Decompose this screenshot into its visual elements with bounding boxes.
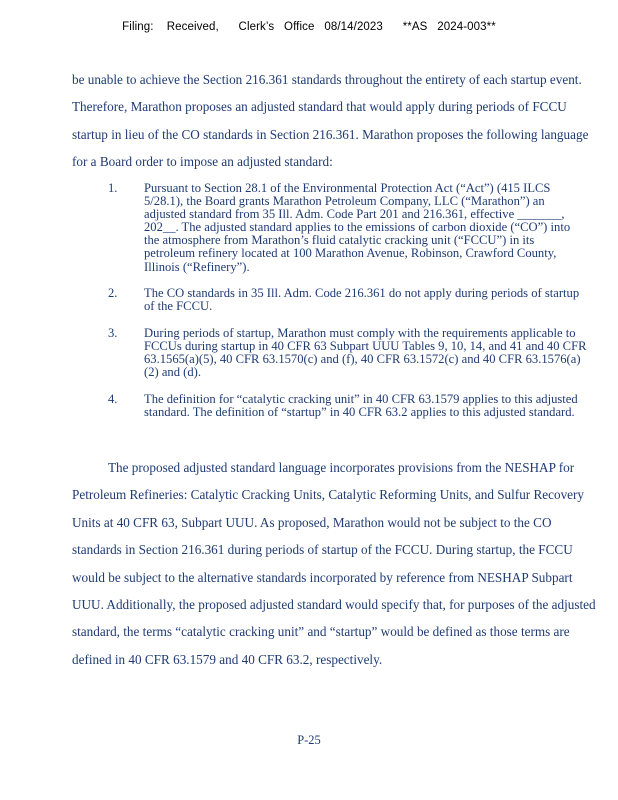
list-item-text: The CO standards in 35 Ill. Adm. Code 216.361 do not apply during periods of startup of the FCCU. [144,286,580,314]
page-number: P-25 [297,733,321,747]
list-item-number: 3. [108,325,118,340]
list-item [108,327,588,379]
list-item [108,287,588,313]
list-item-number: 2. [108,286,118,301]
filing-stamp-header: Filing: Received, Clerk’s Office 08/14/2023 **AS 2024-003** [122,21,496,33]
list-item-text: Pursuant to Section 28.1 of the Environmental Protection Act (“Act”) (415 ILCS 5/28.1), the Board grants Marathon Petroleum Company, LLC (“Marathon”) an adjusted standard from 35 Ill. Adm. Code Part 201 and 216.361, effective _______, 202__. The adjusted standard applies to the emissions of carbon dioxide (“CO”) into the atmosphere from Marathon’s fluid catalytic cracking unit (“FCCU”) in its petroleum refinery located at 100 Marathon Avenue, Robinson, Crawford County, Illinois (“Refinery”). [144,181,571,274]
list-item [108,182,588,274]
intro-paragraph: be unable to achieve the Section 216.361 standards throughout the entirety of each startup event. Therefore, Marathon proposes an adjusted standard that would apply during periods of FCCU startup in lieu of the CO standards in Section 216.361. Marathon proposes the following language for a Board order to impose an adjusted standard: [72,72,589,170]
list-item-number: 1. [108,181,118,195]
conclusion-text: The proposed adjusted standard language incorporates provisions from the NESHAP for Petroleum Refineries: Catalytic Cracking Units, Catalytic Reforming Units, and Sulfur Recovery Units at 40 CFR 63, Subpart UUU. As proposed, Marathon would not be subject to the CO standards in Section 216.361 during periods of startup of the FCCU. During startup, the FCCU would be subject to the alternative standards incorporated by reference from NESHAP Subpart UUU. Additionally, the proposed adjusted standard would specify that, for purposes of the adjusted standard, the terms “catalytic cracking unit” and “startup” would be defined as those terms are defined in 40 CFR 63.1579 and 40 CFR 63.2, respectively. [72,460,596,667]
list-item-number: 4. [108,391,118,406]
conclusion-paragraph [72,454,600,673]
list-item-text: The definition for “catalytic cracking unit” in 40 CFR 63.1579 applies to this adjusted standard. The definition of “startup” in 40 CFR 63.2 applies to this adjusted standard. [144,391,578,419]
adjusted-standard-list [108,182,588,432]
list-item-text: During periods of startup, Marathon must comply with the requirements applicable to FCCUs during startup in 40 CFR 63 Subpart UUU Tables 9, 10, 14, and 41 and 40 CFR 63.1565(a)(5), 40 CFR 63.1570(c) and (f), 40 CFR 63.1572(c) and 40 CFR 63.1576(a)(2) and (d). [144,325,587,380]
list-item [108,393,588,419]
